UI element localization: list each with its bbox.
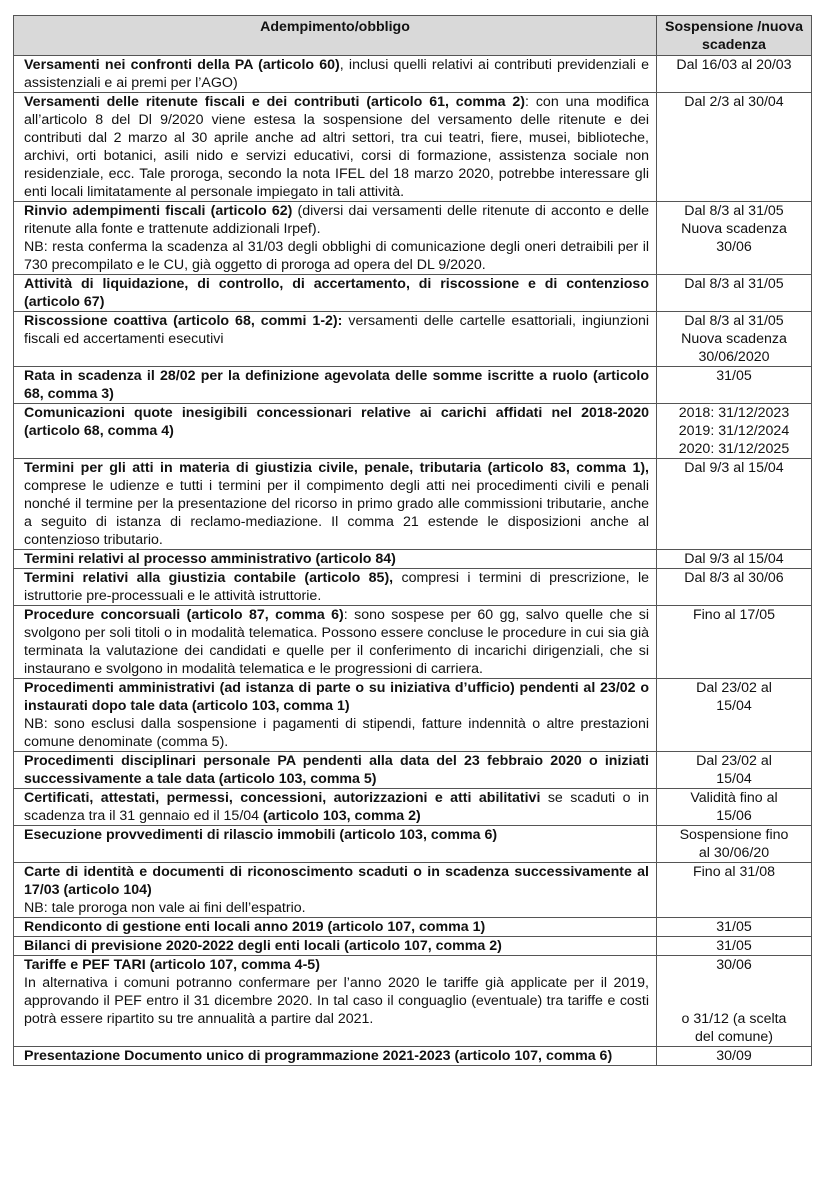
table-row	[14, 826, 812, 863]
deadline-cell	[657, 459, 812, 550]
obligation-cell	[14, 956, 657, 1047]
table-header-row	[14, 16, 812, 56]
deadline-line: 30/06	[716, 239, 752, 255]
obligation-title: Certificati, attestati, permessi, concessioni, autorizzazioni e atti abilitativi	[24, 790, 541, 806]
table-row	[14, 56, 812, 93]
obligation-text: : con una modifica all’articolo 8 del Dl 9/2020 viene estesa la sospensione del versamento delle ritenute e dei contributi dal 2 marzo al 30 aprile anche ad altri settori, tra cui teatri, fiere, musei, biblioteche, archivi, orti botanici, asili nido e servizi educativi, corsi di formazione, assistenza sociale non residenziale, ecc. Tale proroga, secondo la nota IFEL del 18 marzo 2020, potrebbe interessare gli enti locali limitatamente al personale impiegato in tali attività.	[24, 94, 649, 200]
deadline-cell	[657, 404, 812, 459]
table-row	[14, 937, 812, 956]
table-row	[14, 789, 812, 826]
obligation-cell	[14, 202, 657, 275]
table-row	[14, 202, 812, 275]
deadline-cell	[657, 679, 812, 752]
obligation-note: NB: tale proroga non vale ai fini dell’espatrio.	[24, 900, 306, 916]
deadline-line: 2018: 31/12/2023	[678, 405, 790, 421]
obligation-title: Bilanci di previsione 2020-2022 degli enti locali (articolo 107, comma 2)	[24, 938, 502, 954]
obligation-cell	[14, 752, 657, 789]
obligation-cell	[14, 863, 657, 918]
deadline-cell	[657, 789, 812, 826]
obligation-text: (diversi dai versamenti delle ritenute di acconto e delle ritenute alla fonte e trattenute addizionali Irpef).	[24, 203, 649, 237]
obligation-cell	[14, 1047, 657, 1066]
table-row	[14, 404, 812, 459]
deadline-cell	[657, 826, 812, 863]
table-row	[14, 863, 812, 918]
header-suspension: Sospensione /nuova scadenza	[657, 16, 812, 56]
obligation-title: Procedimenti disciplinari personale PA pendenti alla data del 23 febbraio 2020 o iniziati successivamente a tale data (articolo 103, comma 5)	[24, 753, 649, 787]
deadline-cell	[657, 312, 812, 367]
obligation-cell	[14, 789, 657, 826]
deadline-line: al 30/06/20	[698, 845, 770, 861]
deadline-line	[659, 974, 809, 992]
deadline-cell	[657, 93, 812, 202]
obligation-cell	[14, 312, 657, 367]
obligation-title: Termini per gli atti in materia di giustizia civile, penale, tributaria (articolo 83, comma 1),	[24, 460, 649, 476]
obligation-title: Rinvio adempimenti fiscali (articolo 62)	[24, 203, 293, 219]
deadline-line: Dal 23/02 al	[696, 753, 772, 769]
obligation-cell	[14, 56, 657, 93]
obligation-title: Presentazione Documento unico di programmazione 2021-2023 (articolo 107, comma 6)	[24, 1048, 613, 1064]
deadline-line: 15/04	[716, 698, 752, 714]
deadline-cell	[657, 1047, 812, 1066]
obligation-cell	[14, 404, 657, 459]
deadline-line: Dal 8/3 al 31/05	[684, 203, 784, 219]
deadline-line: Validità fino al	[690, 790, 778, 806]
obligation-title: Procedure concorsuali (articolo 87, comma 6)	[24, 607, 344, 623]
obligation-cell	[14, 550, 657, 569]
table-row	[14, 312, 812, 367]
obligation-title: Versamenti nei confronti della PA (articolo 60)	[24, 57, 340, 73]
obligation-cell	[14, 826, 657, 863]
deadline-line: 31/05	[716, 919, 752, 935]
obligation-title: Versamenti delle ritenute fiscali e dei contributi (articolo 61, comma 2)	[24, 94, 525, 110]
deadline-line: Dal 2/3 al 30/04	[684, 94, 784, 110]
deadline-line: 30/06/2020	[698, 349, 770, 365]
deadline-line: Nuova scadenza	[681, 331, 787, 347]
deadline-cell	[657, 275, 812, 312]
deadline-line: 15/04	[716, 771, 752, 787]
deadline-cell	[657, 202, 812, 275]
deadline-line: del comune)	[694, 1029, 774, 1045]
obligation-text: : sono sospese per 60 gg, salvo quelle che si svolgono per soli titoli o in modalità telematica. Possono essere concluse le procedure in cui sia già terminata la valutazione dei candidati e quelle per il conferimento di incarichi dirigenziali, che si instaurano e svolgono in modalità telematica e le progressioni di carriera.	[24, 607, 650, 677]
deadline-line: 31/05	[716, 938, 752, 954]
obligation-title: Carte di identità e documenti di riconoscimento scaduti o in scadenza successivamente al 17/03 (articolo 104)	[24, 864, 649, 898]
deadline-line	[659, 992, 809, 1010]
deadline-line: 30/09	[716, 1048, 752, 1064]
deadline-line: o 31/12 (a scelta	[681, 1011, 787, 1027]
deadline-cell	[657, 56, 812, 93]
table-row	[14, 459, 812, 550]
obligation-title: Termini relativi alla giustizia contabile (articolo 85),	[24, 570, 394, 586]
table-row	[14, 679, 812, 752]
deadline-cell	[657, 863, 812, 918]
deadline-line: Dal 9/3 al 15/04	[684, 460, 784, 476]
deadline-cell	[657, 752, 812, 789]
deadlines-table	[13, 15, 812, 1066]
deadline-cell	[657, 367, 812, 404]
obligation-cell	[14, 679, 657, 752]
obligation-title-2: (articolo 103, comma 2)	[263, 808, 421, 824]
obligation-cell	[14, 569, 657, 606]
deadline-cell	[657, 569, 812, 606]
deadline-cell	[657, 956, 812, 1047]
obligation-text: comprese le udienze e tutti i termini per il compimento degli atti nei procedimenti civili e penali nonché il termine per la presentazione del ricorso in primo grado alle commissioni tributarie, anche a seguito di istanza di reclamo-mediazione. Il comma 21 estende le disposizioni anche al contenzioso tributario.	[24, 478, 649, 548]
obligation-title: Attività di liquidazione, di controllo, di accertamento, di riscossione e di contenzioso (articolo 67)	[24, 276, 649, 310]
obligation-text: , inclusi quelli relativi ai contributi previdenziali e assistenziali e ai premi per l’AGO)	[24, 57, 649, 91]
deadline-line: Nuova scadenza	[681, 221, 787, 237]
obligation-title: Procedimenti amministrativi (ad istanza di parte o su iniziativa d’ufficio) pendenti al 23/02 o instaurati dopo tale data (articolo 103, comma 1)	[24, 680, 649, 714]
header-obligation: Adempimento/obbligo	[14, 16, 657, 56]
deadline-cell	[657, 918, 812, 937]
obligation-cell	[14, 606, 657, 679]
obligation-cell	[14, 459, 657, 550]
deadline-line: Dal 8/3 al 31/05	[684, 276, 784, 292]
obligation-cell	[14, 93, 657, 202]
obligation-title: Termini relativi al processo amministrativo (articolo 84)	[24, 551, 396, 567]
deadline-line: Dal 8/3 al 31/05	[684, 313, 784, 329]
deadline-line: Dal 16/03 al 20/03	[676, 57, 792, 73]
deadline-line: Dal 23/02 al	[696, 680, 772, 696]
deadline-line: 31/05	[716, 368, 752, 384]
obligation-text: se scaduti o in scadenza tra il 31 gennaio ed il 15/04	[24, 790, 649, 824]
table-row	[14, 93, 812, 202]
obligation-title: Rata in scadenza il 28/02 per la definizione agevolata delle somme iscritte a ruolo (articolo 68, comma 3)	[24, 368, 649, 402]
deadline-line: 30/06	[716, 957, 752, 973]
obligation-note: NB: resta conferma la scadenza al 31/03 degli obblighi di comunicazione degli oneri detraibili per il 730 precompilato e le CU, già oggetto di proroga ad opera del DL 9/2020.	[24, 239, 649, 273]
table-row	[14, 275, 812, 312]
table-row	[14, 606, 812, 679]
obligation-note: In alternativa i comuni potranno confermare per l’anno 2020 le tariffe già applicate per il 2019, approvando il PEF entro il 31 dicembre 2020. In tal caso il conguaglio (eventuale) tra tariffe e costi potrà essere ripartito su tre annualità a partire dal 2021.	[24, 975, 649, 1027]
table-row	[14, 550, 812, 569]
obligation-cell	[14, 937, 657, 956]
obligation-title: Comunicazioni quote inesigibili concessionari relative ai carichi affidati nel 2018-2020 (articolo 68, comma 4)	[24, 405, 649, 439]
obligation-title: Tariffe e PEF TARI (articolo 107, comma 4-5)	[24, 957, 320, 973]
deadline-line: Dal 8/3 al 30/06	[684, 570, 784, 586]
deadline-cell	[657, 550, 812, 569]
obligation-title: Rendiconto di gestione enti locali anno 2019 (articolo 107, comma 1)	[24, 919, 486, 935]
deadline-cell	[657, 606, 812, 679]
deadline-line: 2019: 31/12/2024	[678, 423, 790, 439]
deadline-line: Dal 9/3 al 15/04	[684, 551, 784, 567]
deadline-cell	[657, 937, 812, 956]
deadline-line: Fino al 17/05	[692, 607, 776, 623]
table-row	[14, 367, 812, 404]
obligation-cell	[14, 367, 657, 404]
table-row	[14, 1047, 812, 1066]
obligation-note: NB: sono esclusi dalla sospensione i pagamenti di stipendi, fatture indennità o altre prestazioni comune denominate (comma 5).	[24, 716, 649, 750]
obligation-title: Esecuzione provvedimenti di rilascio immobili (articolo 103, comma 6)	[24, 827, 498, 843]
table-row	[14, 918, 812, 937]
table-body	[14, 56, 812, 1066]
table-row	[14, 569, 812, 606]
obligation-cell	[14, 275, 657, 312]
table-row	[14, 752, 812, 789]
obligation-text: versamenti delle cartelle esattoriali, ingiunzioni fiscali ed accertamenti esecutivi	[24, 313, 650, 347]
deadline-line: Sospensione fino	[679, 827, 789, 843]
obligation-title: Riscossione coattiva (articolo 68, commi 1-2):	[24, 313, 343, 329]
deadline-line: 15/06	[716, 808, 752, 824]
obligation-cell	[14, 918, 657, 937]
deadline-line: 2020: 31/12/2025	[678, 441, 790, 457]
deadline-line: Fino al 31/08	[692, 864, 776, 880]
table-row	[14, 956, 812, 1047]
obligation-text: compresi i termini di prescrizione, le istruttorie pre-processuali e le attività istruttorie.	[24, 570, 649, 604]
